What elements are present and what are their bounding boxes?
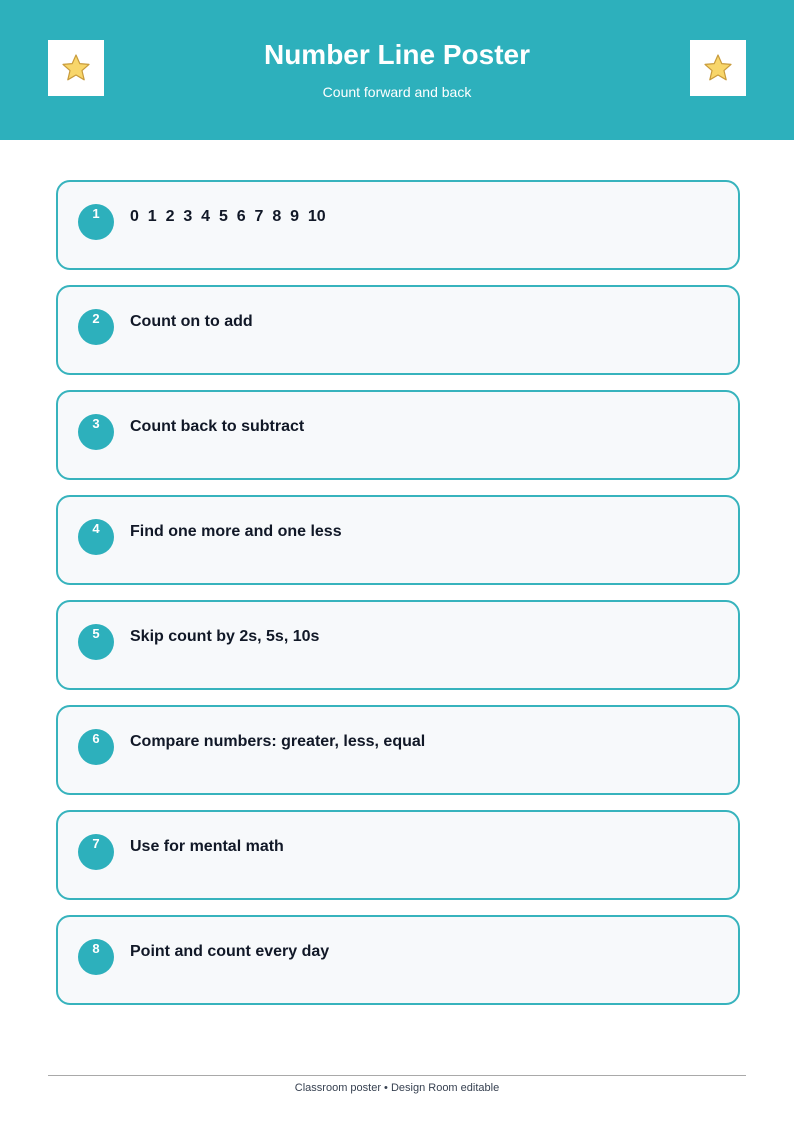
right-star-badge (690, 40, 746, 96)
poster-title: Number Line Poster (263, 39, 531, 70)
item-text: Use for mental math (130, 838, 284, 855)
list-item (56, 915, 740, 1005)
item-number-badge: 8 (78, 939, 114, 975)
list-item (56, 285, 740, 375)
item-text: 0 1 2 3 4 5 6 7 8 9 10 (130, 208, 326, 225)
poster-subtitle: Count forward and back (322, 84, 472, 100)
item-number-badge: 6 (78, 729, 114, 765)
item-text: Count on to add (130, 313, 253, 330)
list-item (56, 705, 740, 795)
item-number-badge: 4 (78, 519, 114, 555)
item-text: Skip count by 2s, 5s, 10s (130, 628, 320, 645)
footer-caption: Classroom poster • Design Room editable (294, 1082, 500, 1094)
item-number-badge: 5 (78, 624, 114, 660)
item-text: Compare numbers: greater, less, equal (130, 733, 426, 750)
list-item (56, 180, 740, 270)
footer-divider (48, 1075, 746, 1076)
item-text: Count back to subtract (130, 418, 305, 435)
item-text: Find one more and one less (130, 523, 342, 540)
item-number-badge: 1 (78, 204, 114, 240)
item-number-badge: 2 (78, 309, 114, 345)
list-item (56, 810, 740, 900)
item-text: Point and count every day (130, 943, 330, 960)
star-icon (703, 53, 733, 83)
poster-header (0, 0, 794, 140)
item-list (56, 180, 740, 1020)
item-number-badge: 3 (78, 414, 114, 450)
list-item (56, 600, 740, 690)
list-item (56, 495, 740, 585)
list-item (56, 390, 740, 480)
item-number-badge: 7 (78, 834, 114, 870)
